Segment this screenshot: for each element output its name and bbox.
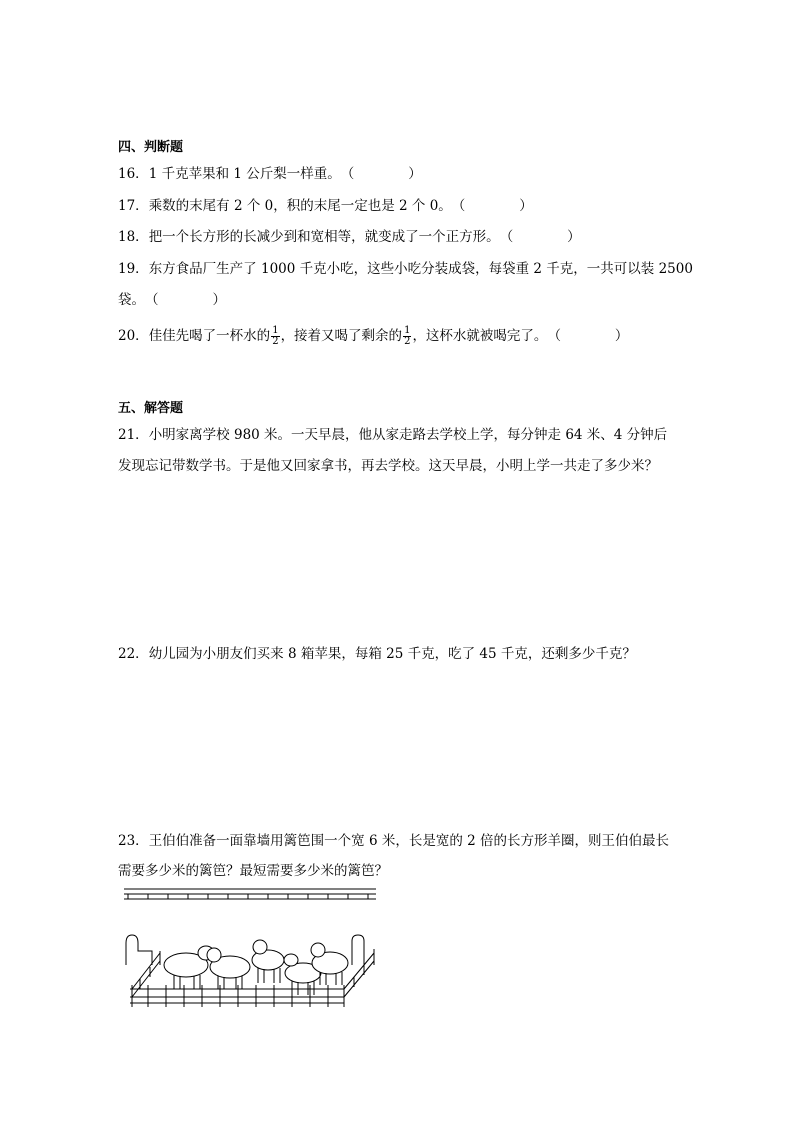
question-text-cont: 需要多少米的篱笆？最短需要多少米的篱笆？ [118, 863, 388, 879]
question-number: 20． [118, 328, 149, 344]
question-number: 22． [118, 646, 149, 662]
question-number: 18． [118, 229, 149, 245]
question-text: 幼儿园为小朋友们买来 8 箱苹果，每箱 25 千克，吃了 45 千克，还剩多少千克？ [148, 646, 636, 662]
question-20 [118, 324, 628, 348]
question-text: ，接着又喝了剩余的 [280, 328, 403, 344]
answer-blank[interactable]: （ ） [451, 198, 533, 214]
fraction-denominator: 2 [404, 336, 411, 347]
question-number: 21． [118, 427, 149, 443]
question-text-cont: 发现忘记带数学书。于是他又回家拿书，再去学校。这天早晨，小明上学一共走了多少米？ [118, 458, 658, 474]
sheep-pen-illustration [118, 885, 380, 1015]
question-text: 1 千克苹果和 1 公斤梨一样重。 [148, 166, 341, 182]
question-16 [118, 165, 422, 183]
answer-blank[interactable]: （ ） [340, 166, 422, 182]
question-text: 乘数的末尾有 2 个 0，积的末尾一定也是 2 个 0。 [148, 198, 452, 214]
question-17 [118, 197, 533, 215]
question-18 [118, 228, 581, 246]
section4-heading: 四、判断题 [118, 140, 184, 155]
answer-blank[interactable]: （ ） [547, 328, 629, 344]
question-text: ，这杯水就被喝完了。 [412, 328, 548, 344]
section5-heading: 五、解答题 [118, 401, 184, 416]
fraction-numerator: 1 [272, 325, 279, 336]
fraction-denominator: 2 [272, 336, 279, 347]
question-number: 19． [118, 261, 149, 277]
question-text: 王伯伯准备一面靠墙用篱笆围一个宽 6 米，长是宽的 2 倍的长方形羊圈，则王伯伯最长 [148, 833, 670, 849]
sheep-icon [207, 948, 250, 989]
question-21-line2 [118, 457, 658, 475]
question-text-cont: 袋。 [118, 292, 145, 308]
question-text: 小明家离学校 980 米。一天早晨，他从家走路去学校上学，每分钟走 64 米、4 分钟后 [148, 427, 668, 443]
answer-blank[interactable]: （ ） [499, 229, 581, 245]
question-number: 16． [118, 166, 149, 182]
wall-icon [124, 889, 376, 899]
question-19-line1 [118, 260, 693, 278]
question-text: 佳佳先喝了一杯水的 [148, 328, 271, 344]
answer-blank[interactable]: （ ） [145, 292, 226, 308]
fraction-numerator: 1 [404, 325, 411, 336]
question-23-line2 [118, 862, 388, 880]
question-number: 17． [118, 198, 149, 214]
question-22 [118, 645, 636, 663]
question-21-line1 [118, 426, 667, 444]
question-19-line2 [118, 291, 226, 309]
question-text: 东方食品厂生产了 1000 千克小吃，这些小吃分装成袋，每袋重 2 千克，一共可以装 2500 [148, 261, 693, 277]
sheep-icon [252, 940, 284, 983]
question-23-line1 [118, 832, 669, 850]
question-number: 23． [118, 833, 149, 849]
fraction-one-half [271, 326, 279, 347]
sheep-icon [164, 946, 214, 989]
fraction-one-half [403, 326, 411, 347]
question-text: 把一个长方形的长减少到和宽相等，就变成了一个正方形。 [148, 229, 500, 245]
